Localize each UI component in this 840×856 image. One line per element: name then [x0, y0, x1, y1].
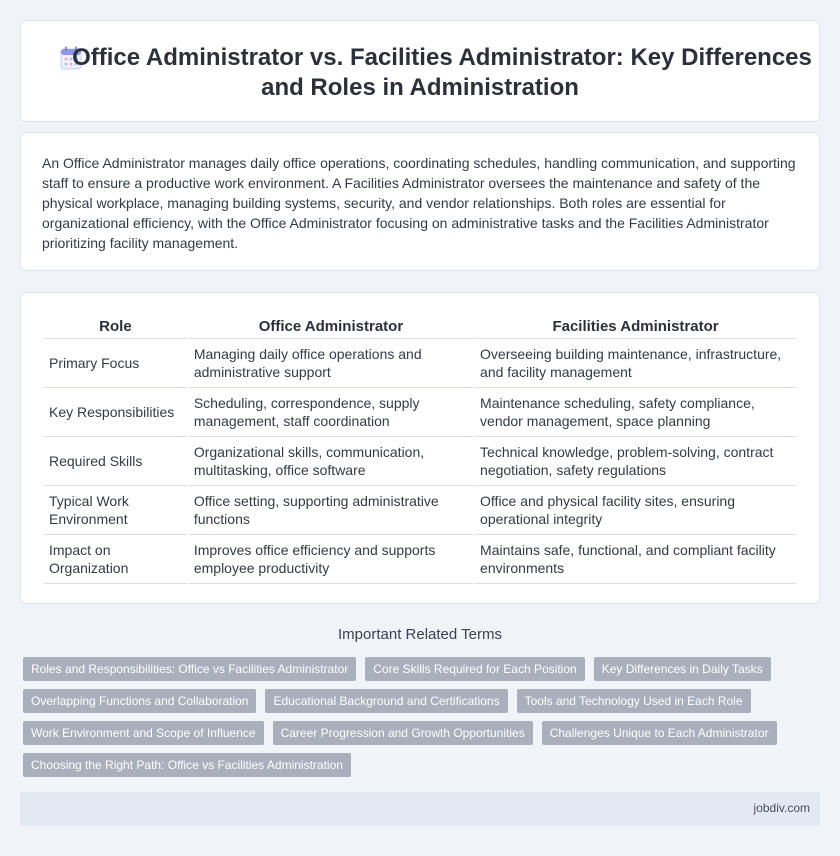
comparison-table-card — [20, 292, 820, 604]
table-row — [44, 339, 796, 388]
table-row — [44, 486, 796, 535]
row-label: Key Responsibilities — [44, 388, 187, 437]
row-label: Typical Work Environment — [44, 486, 187, 535]
header-office-administrator: Office Administrator — [189, 313, 473, 339]
related-term-tag[interactable]: Tools and Technology Used in Each Role — [517, 689, 751, 713]
row-label: Required Skills — [44, 437, 187, 486]
office-cell: Improves office efficiency and supports employee productivity — [189, 535, 473, 584]
table-header-row — [44, 313, 796, 339]
page-title-line2: and Roles in Administration — [261, 74, 579, 101]
comparison-table — [42, 313, 798, 584]
intro-text: An Office Administrator manages daily office operations, coordinating schedules, handling communication, and supporting staff to ensure a productive work environment. A Facilities Administrator oversees the maintenance and safety of the physical workplace, managing building systems, security, and vendor relationships. Both roles are essential for organizational efficiency, with the Office Administrator focusing on administrative tasks and the Facilities Administrator prioritizing facility management. — [42, 155, 796, 251]
header-facilities-administrator: Facilities Administrator — [475, 313, 796, 339]
related-term-tag[interactable]: Career Progression and Growth Opportunities — [273, 721, 533, 745]
header-role: Role — [44, 313, 187, 339]
office-cell: Organizational skills, communication, multitasking, office software — [189, 437, 473, 486]
facilities-cell: Maintenance scheduling, safety compliance, vendor management, space planning — [475, 388, 796, 437]
footer-site-link[interactable]: jobdiv.com — [753, 801, 810, 815]
facilities-cell: Maintains safe, functional, and compliant facility environments — [475, 535, 796, 584]
facilities-cell: Technical knowledge, problem-solving, contract negotiation, safety regulations — [475, 437, 796, 486]
facilities-cell: Overseeing building maintenance, infrastructure, and facility management — [475, 339, 796, 388]
office-cell: Scheduling, correspondence, supply management, staff coordination — [189, 388, 473, 437]
page-title-line1: Office Administrator vs. Facilities Administrator: Key Differences — [72, 44, 812, 71]
row-label: Primary Focus — [44, 339, 187, 388]
table-row — [44, 437, 796, 486]
related-term-tag[interactable]: Challenges Unique to Each Administrator — [542, 721, 777, 745]
related-term-tag[interactable]: Educational Background and Certifications — [265, 689, 507, 713]
footer — [20, 792, 820, 826]
facilities-cell: Office and physical facility sites, ensuring operational integrity — [475, 486, 796, 535]
related-term-tag[interactable]: Key Differences in Daily Tasks — [594, 657, 771, 681]
related-term-tag[interactable]: Overlapping Functions and Collaboration — [23, 689, 256, 713]
office-cell: Managing daily office operations and administrative support — [189, 339, 473, 388]
header-card — [20, 20, 820, 122]
related-term-tag[interactable]: Core Skills Required for Each Position — [365, 657, 584, 681]
office-cell: Office setting, supporting administrative functions — [189, 486, 473, 535]
row-label: Impact on Organization — [44, 535, 187, 584]
intro-card — [20, 132, 820, 271]
related-term-tag[interactable]: Work Environment and Scope of Influence — [23, 721, 264, 745]
table-row — [44, 388, 796, 437]
table-row — [44, 535, 796, 584]
related-terms-title: Important Related Terms — [338, 626, 502, 643]
related-term-tag[interactable]: Roles and Responsibilities: Office vs Facilities Administrator — [23, 657, 356, 681]
page-title — [21, 43, 819, 103]
related-terms-list — [23, 657, 823, 777]
related-term-tag[interactable]: Choosing the Right Path: Office vs Facilities Administration — [23, 753, 351, 777]
